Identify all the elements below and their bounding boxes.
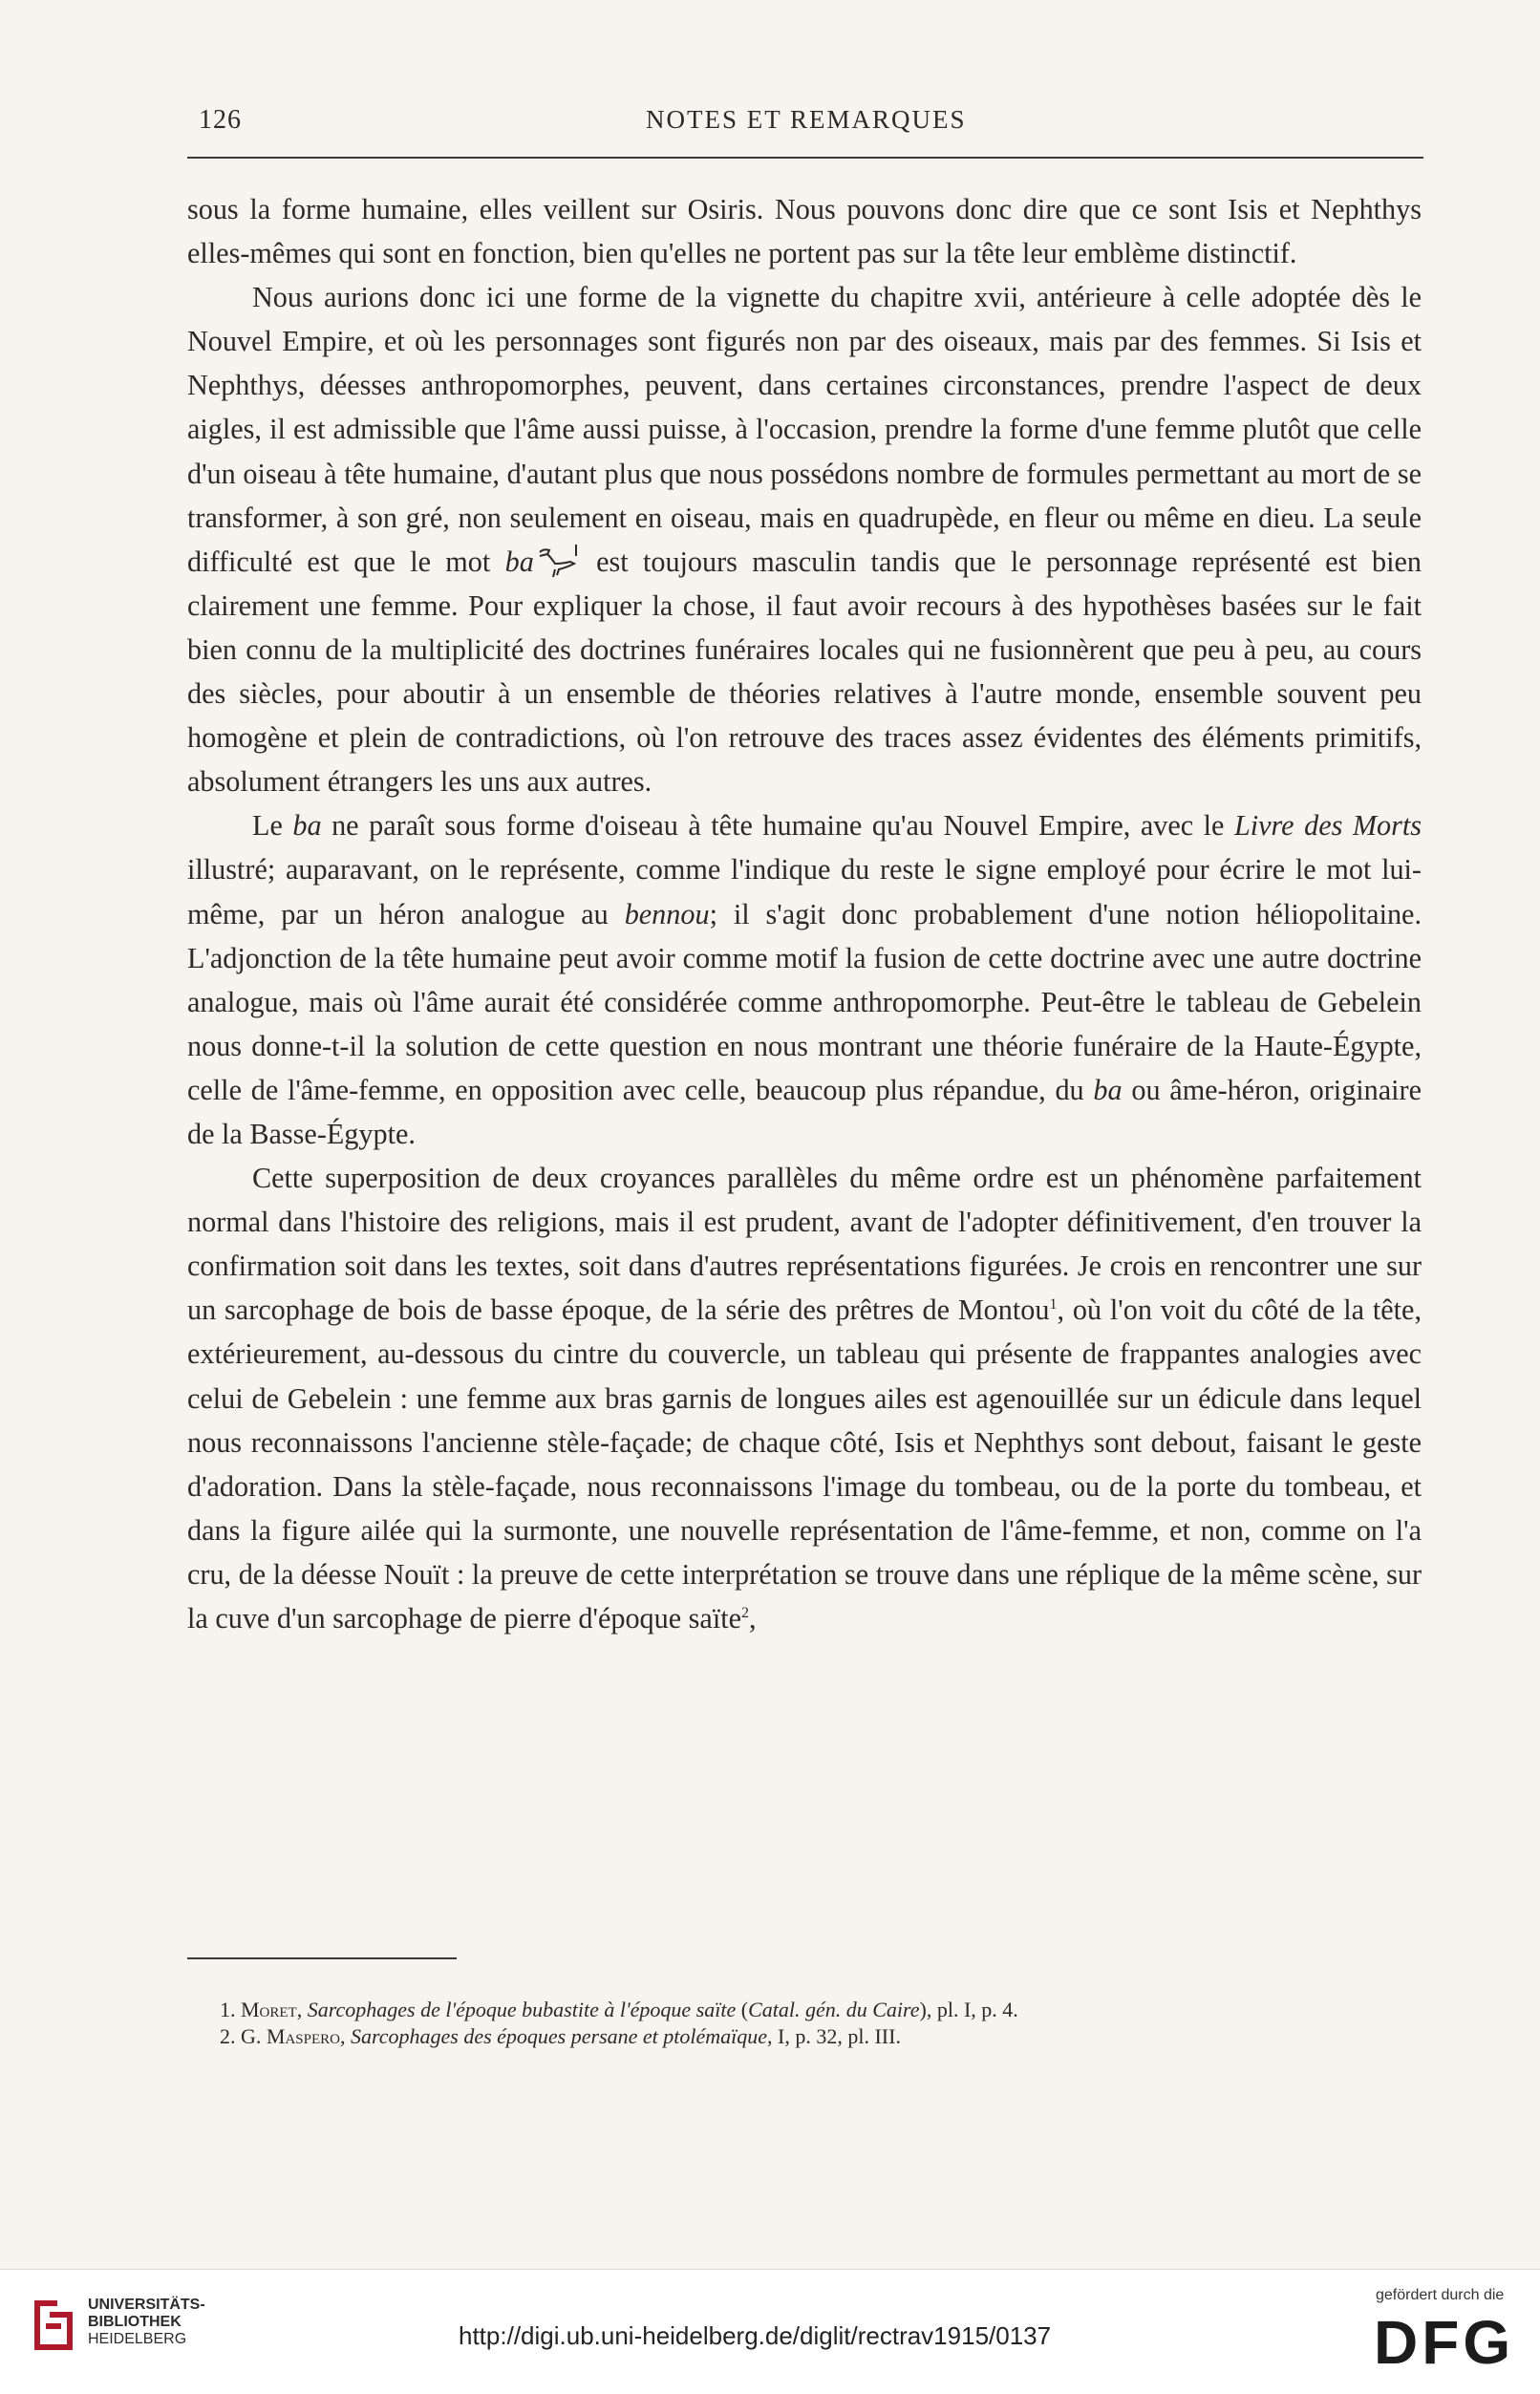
text-run: illustré; auparavant, on le représente, comme l'indique du reste le signe employé pour écrire le mot lui-même, par un héron analogue au: [187, 853, 1422, 930]
dfg-caption: gefördert durch die: [1376, 2287, 1505, 2303]
running-title: NOTES ET REMARQUES: [646, 105, 967, 134]
footnote: [220, 2023, 1423, 2050]
italic-term: Sarcophages des époques persane et ptolémaïque: [350, 2024, 768, 2048]
italic-term: bennou: [624, 897, 710, 930]
text-run: est toujours masculin tandis que le personnage représenté est bien clairement une femme. Pour expliquer la chose, il faut avoir recours à des hypothèses basées sur le fait bien connu de la multiplicité des doctrines funéraires locales qui ne fusionnèrent que peu à peu, au cours des siècles, pour aboutir à un ensemble de théories relatives à l'autre monde, ensemble souvent peu homogène et plein de contradictions, où l'on retrouve des traces assez évidentes des éléments primitifs, absolument étrangers les uns aux autres.: [187, 545, 1422, 799]
text-run: ne paraît sous forme d'oiseau à tête humaine qu'au Nouvel Empire, avec le: [321, 809, 1234, 843]
body-text: [187, 187, 1422, 1640]
italic-term: ba: [292, 809, 322, 843]
footnotes: [220, 1997, 1423, 2050]
text-run: Le: [252, 809, 293, 843]
paragraph: [187, 275, 1422, 803]
library-name-line: BIBLIOTHEK: [88, 2314, 182, 2330]
university-library-logo-icon: [29, 2297, 78, 2354]
text-run: 2. G.: [220, 2024, 267, 2048]
text-run: Cette superposition de deux croyances parallèles du même ordre est un phénomène parfaitement normal dans l'histoire des religions, mais il est prudent, avant de l'adopter définitivement, d'en trouver la confirmation soit dans les textes, soit dans d'autres représentations figurées. Je crois en rencontrer une sur un sarcophage de bois de basse époque, de la série des prêtres de Montou: [187, 1162, 1422, 1327]
italic-term: Catal. gén. du Caire: [748, 1998, 920, 2021]
footnote-marker[interactable]: 2: [741, 1604, 749, 1621]
text-run: , où l'on voit du côté de la tête, extérieurement, au-dessous du cintre du couvercle, un tableau qui présente de frappantes analogies avec celui de Gebelein : une femme aux bras garnis de longues ailes est agenouillée sur un édicule dans lequel nous reconnaissons l'ancienne stèle-façade; de chaque côté, Isis et Nephthys sont debout, faisant le geste d'adoration. Dans la stèle-façade, nous reconnaissons l'image du tombeau, ou de la porte du tombeau, et dans la figure ailée qui la surmonte, une nouvelle représentation de l'âme-femme, et non, comme on l'a cru, de la déesse Nouït : la preuve de cette interprétation se trouve dans une réplique de la même scène, sur la cuve d'un sarcophage de pierre d'époque saïte: [187, 1293, 1422, 1635]
text-run: ), pl. I, p. 4.: [919, 1998, 1018, 2021]
library-name: [88, 2297, 205, 2348]
text-run: ou âme-héron, originaire de la Basse-Égypte.: [187, 1073, 1422, 1150]
library-name-line: HEIDELBERG: [88, 2331, 187, 2347]
footnote-rule: [187, 1957, 457, 1959]
italic-term: ba: [1093, 1073, 1123, 1106]
italic-term: Sarcophages de l'époque bubastite à l'époque saïte: [307, 1998, 737, 2021]
library-name-line: UNIVERSITÄTS-: [88, 2297, 205, 2313]
page-header: [187, 99, 1420, 138]
author-name: Maspero: [266, 2024, 340, 2048]
text-run: ,: [339, 2024, 351, 2048]
text-run: sous la forme humaine, elles veillent sur Osiris. Nous pouvons donc dire que ce sont Isis et Nephthys elles-mêmes qui sont en fonction, bien qu'elles ne portent pas sur la tête leur emblème distinctif.: [187, 193, 1422, 270]
text-run: ,: [296, 1998, 308, 2021]
text-run: Nous aurions donc ici une forme de la vignette du chapitre xvii, antérieure à celle adoptée dès le Nouvel Empire, et où les personnages sont figurés non par des oiseaux, mais par des femmes. Si Isis et Nephthys, déesses anthropomorphes, peuvent, dans certaines circonstances, prendre l'aspect de deux aigles, il est admissible que l'âme aussi puisse, à l'occasion, prendre la forme d'une femme plutôt que celle d'un oiseau à tête humaine, d'autant plus que nous possédons nombre de formules permettant au mort de se transformer, à son gré, non seulement en oiseau, mais en quadrupède, en fleur ou même en dieu. La seule difficulté est que le mot: [187, 281, 1422, 578]
paragraph: [187, 1156, 1422, 1640]
text-run: (: [736, 1998, 749, 2021]
author-name: Moret: [241, 1998, 297, 2021]
footnote: [220, 1997, 1423, 2023]
text-run: 1.: [220, 1998, 241, 2021]
paragraph: [187, 187, 1422, 275]
dfg-logo-icon: [1372, 2312, 1523, 2369]
header-rule: [187, 157, 1423, 159]
page-number: 126: [199, 105, 242, 135]
heron-hieroglyph-icon: [534, 543, 582, 581]
permalink-url[interactable]: http://digi.ub.uni-heidelberg.de/diglit/rectrav1915/0137: [459, 2321, 1052, 2350]
text-run: , I, p. 32, pl. III.: [767, 2024, 901, 2048]
paragraph: [187, 803, 1422, 1156]
footer-bar: [0, 2269, 1540, 2394]
footnote-marker[interactable]: 1: [1049, 1296, 1058, 1314]
text-run: ,: [749, 1602, 757, 1635]
italic-term: Livre des Morts: [1233, 809, 1422, 843]
text-run: ; il s'agit donc probablement d'une notion héliopolitaine. L'adjonction de la tête humaine peut avoir comme motif la fusion de cette doctrine avec une autre doctrine analogue, mais où l'âme aurait été considérée comme anthropomorphe. Peut-être le tableau de Gebelein nous donne-t-il la solution de cette question en nous montrant une théorie funéraire de la Haute-Égypte, celle de l'âme-femme, en opposition avec celle, beaucoup plus répandue, du: [187, 897, 1422, 1106]
italic-term: ba: [504, 545, 534, 578]
dfg-logo-text: DFG: [1374, 2312, 1515, 2369]
